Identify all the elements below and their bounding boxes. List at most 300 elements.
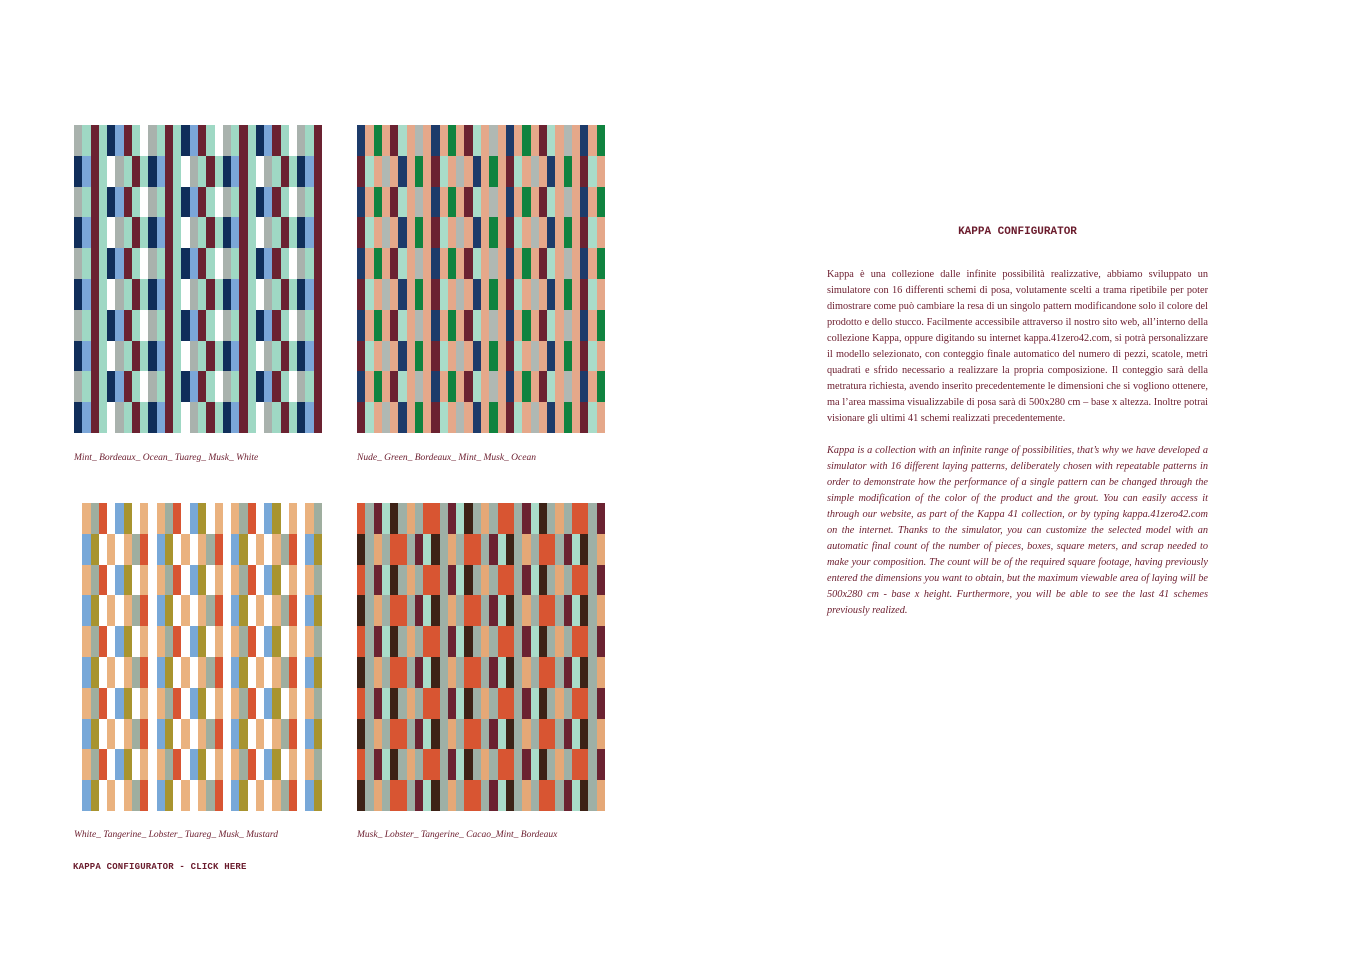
tile: [305, 248, 313, 279]
tile: [597, 125, 605, 156]
tile: [357, 402, 365, 433]
tile: [514, 719, 522, 750]
tile: [281, 156, 289, 187]
tile: [239, 125, 247, 156]
tile: [498, 503, 506, 534]
tile: [489, 657, 497, 688]
tile: [473, 156, 481, 187]
tile: [407, 279, 415, 310]
tile: [448, 626, 456, 657]
tile: [289, 156, 297, 187]
tile: [514, 187, 522, 218]
tile: [588, 248, 596, 279]
tile: [547, 626, 555, 657]
tile: [314, 371, 322, 402]
tile: [489, 279, 497, 310]
tile: [374, 402, 382, 433]
tile: [215, 187, 223, 218]
tile-column: [173, 503, 181, 811]
tile: [305, 310, 313, 341]
tile: [314, 217, 322, 248]
tile-column: [382, 125, 390, 433]
tile: [440, 341, 448, 372]
tile: [506, 780, 514, 811]
tile: [580, 248, 588, 279]
tile: [398, 125, 406, 156]
tile: [99, 688, 107, 719]
tile: [382, 534, 390, 565]
tile: [190, 217, 198, 248]
tile: [423, 156, 431, 187]
tile: [256, 780, 264, 811]
tile: [215, 371, 223, 402]
tile: [597, 626, 605, 657]
tile: [82, 217, 90, 248]
tile: [198, 503, 206, 534]
tile: [190, 125, 198, 156]
tile: [407, 688, 415, 719]
tile: [522, 565, 530, 596]
tile: [115, 310, 123, 341]
tile: [580, 780, 588, 811]
tile: [539, 371, 547, 402]
tile: [314, 503, 322, 534]
tile: [464, 217, 472, 248]
tile: [74, 310, 82, 341]
tile: [580, 534, 588, 565]
tile: [588, 371, 596, 402]
tile: [248, 657, 256, 688]
tile: [464, 534, 472, 565]
tile-column: [564, 503, 572, 811]
tile: [572, 749, 580, 780]
tile: [124, 534, 132, 565]
tile: [440, 371, 448, 402]
tile: [239, 248, 247, 279]
tile: [382, 719, 390, 750]
tile: [198, 371, 206, 402]
tile: [115, 371, 123, 402]
tile: [272, 657, 280, 688]
tile: [148, 565, 156, 596]
tile: [498, 402, 506, 433]
tile: [264, 310, 272, 341]
tile: [357, 688, 365, 719]
tile: [374, 125, 382, 156]
tile: [99, 657, 107, 688]
tile: [415, 341, 423, 372]
tile: [165, 402, 173, 433]
tile: [239, 310, 247, 341]
tile: [514, 402, 522, 433]
tile: [440, 248, 448, 279]
tile-column: [239, 503, 247, 811]
tile: [498, 248, 506, 279]
tile: [165, 156, 173, 187]
tile: [223, 719, 231, 750]
tile: [82, 749, 90, 780]
tile-column: [115, 125, 123, 433]
tile: [165, 657, 173, 688]
tile-column: [107, 503, 115, 811]
tile: [215, 719, 223, 750]
tile-column: [124, 125, 132, 433]
tile: [289, 657, 297, 688]
tile: [514, 310, 522, 341]
tile: [248, 402, 256, 433]
tile-column: [456, 503, 464, 811]
tile: [148, 248, 156, 279]
tile: [181, 595, 189, 626]
tile: [506, 248, 514, 279]
body-english: Kappa is a collection with an infinite range of possibilities, that’s why we have developed a simulator with 16 different laying patterns, deliberately chosen with repeatable patterns in order to demonstrate how the performance of a single pattern can be changed through the simple modification of the color of the product and the grout. You can easily access it through our website, as part of the Kappa 41 collection, or by typing kappa.41zero42.com on the internet. Thanks to the simulator, you can customize the selected model with an automatic final count of the number of pieces, boxes, square meters, and scrap needed to make your composition. The count will be of the required square footage, having previously entered the dimensions you want to obtain, but the maximum viewable area of laying will be 500x280 cm - base x height. Furthermore, you will be able to see the last 41 schemes previously realized.: [827, 445, 1208, 616]
tile: [531, 503, 539, 534]
tile: [531, 248, 539, 279]
tile: [281, 780, 289, 811]
tile: [440, 780, 448, 811]
tile: [547, 279, 555, 310]
tile: [464, 310, 472, 341]
tile: [74, 626, 82, 657]
tile-column: [382, 503, 390, 811]
tile: [588, 565, 596, 596]
tile: [374, 156, 382, 187]
tile-column: [223, 503, 231, 811]
tile-column: [572, 125, 580, 433]
tile: [597, 688, 605, 719]
body-italian: Kappa è una collezione dalle infinite possibilità realizzative, abbiamo sviluppato un simulatore con 16 differenti schemi di posa, volutamente scelti a trama ripetibile per poter dimostrare come può cambiare la resa di un singolo pattern modificandone solo il colore del prodotto e dello stucco. Facilmente accessibile attraverso il nostro sito web, all’interno della collezione Kappa, oppure digitando su internet kappa.41zero42.com, si potrà personalizzare il modello selezionato, con conteggio finale automatico del numero di pezzi, scatole, metri quadrati e sfrido necessario a realizzare la propria composizione. Il conteggio sarà della metratura richiesta, avendo inserito precedentemente le dimensioni che si vogliono ottenere, ma l’area massima visualizzabile di posa sarà di 500x280 cm – base x altezza. Inoltre potrai visionare gli ultimi 41 schemi realizzati precedentemente.: [827, 269, 1208, 424]
tile: [407, 534, 415, 565]
tile: [314, 780, 322, 811]
tile: [231, 657, 239, 688]
tile: [248, 279, 256, 310]
tile: [564, 187, 572, 218]
tile: [272, 503, 280, 534]
tile: [190, 279, 198, 310]
tile: [522, 657, 530, 688]
tile: [555, 125, 563, 156]
tile: [132, 248, 140, 279]
tile: [181, 310, 189, 341]
tile-column: [365, 125, 373, 433]
tile: [99, 749, 107, 780]
tile: [572, 780, 580, 811]
tile: [132, 595, 140, 626]
tile-column: [398, 125, 406, 433]
tile: [374, 341, 382, 372]
tile: [407, 402, 415, 433]
tile: [239, 279, 247, 310]
tile: [91, 279, 99, 310]
tile: [215, 534, 223, 565]
tile: [231, 279, 239, 310]
tile: [272, 156, 280, 187]
tile: [239, 626, 247, 657]
tile: [473, 217, 481, 248]
tile: [398, 371, 406, 402]
tile: [415, 657, 423, 688]
tile: [107, 719, 115, 750]
tile: [206, 657, 214, 688]
tile: [289, 310, 297, 341]
configurator-link[interactable]: KAPPA CONFIGURATOR - CLICK HERE: [73, 862, 247, 872]
tile: [297, 719, 305, 750]
tile-column: [132, 503, 140, 811]
tile: [107, 187, 115, 218]
tile: [223, 402, 231, 433]
tile: [456, 595, 464, 626]
tile: [572, 156, 580, 187]
tile: [440, 187, 448, 218]
tile-column: [74, 125, 82, 433]
tile: [215, 749, 223, 780]
tile: [206, 565, 214, 596]
tile: [91, 341, 99, 372]
tile-column: [440, 125, 448, 433]
tile: [157, 248, 165, 279]
tile: [357, 657, 365, 688]
tile: [423, 688, 431, 719]
tile: [256, 503, 264, 534]
tile: [223, 534, 231, 565]
tile-column: [74, 503, 82, 811]
tile: [140, 341, 148, 372]
tile: [264, 688, 272, 719]
tile: [148, 534, 156, 565]
tile: [415, 534, 423, 565]
tile: [390, 310, 398, 341]
tile: [157, 688, 165, 719]
tile: [198, 125, 206, 156]
tile: [289, 187, 297, 218]
tile: [448, 248, 456, 279]
tile: [256, 749, 264, 780]
tile: [289, 503, 297, 534]
tile: [547, 341, 555, 372]
section-title: KAPPA CONFIGURATOR: [958, 226, 1077, 238]
tile: [423, 187, 431, 218]
tile: [547, 156, 555, 187]
tile: [365, 595, 373, 626]
tile: [223, 310, 231, 341]
tile: [256, 565, 264, 596]
tile-column: [597, 503, 605, 811]
pattern-swatch-4: [357, 503, 605, 811]
tile-column: [91, 503, 99, 811]
tile: [390, 402, 398, 433]
tile: [580, 341, 588, 372]
tile: [99, 310, 107, 341]
tile-column: [198, 125, 206, 433]
tile: [165, 626, 173, 657]
tile: [448, 341, 456, 372]
tile: [107, 217, 115, 248]
tile: [588, 534, 596, 565]
tile: [305, 279, 313, 310]
tile: [140, 626, 148, 657]
tile: [107, 626, 115, 657]
tile: [82, 719, 90, 750]
tile: [124, 156, 132, 187]
tile: [74, 217, 82, 248]
tile: [115, 341, 123, 372]
tile: [374, 248, 382, 279]
tile: [572, 371, 580, 402]
tile: [272, 749, 280, 780]
tile: [215, 565, 223, 596]
tile: [489, 503, 497, 534]
tile: [555, 719, 563, 750]
tile: [165, 688, 173, 719]
tile: [597, 217, 605, 248]
tile: [198, 402, 206, 433]
tile: [239, 688, 247, 719]
tile-column: [531, 503, 539, 811]
tile: [431, 125, 439, 156]
tile: [99, 780, 107, 811]
tile: [181, 719, 189, 750]
tile: [140, 279, 148, 310]
tile: [206, 595, 214, 626]
tile: [297, 565, 305, 596]
tile: [464, 657, 472, 688]
tile: [357, 310, 365, 341]
tile: [456, 688, 464, 719]
tile: [215, 595, 223, 626]
tile: [423, 719, 431, 750]
tile: [415, 402, 423, 433]
tile: [547, 534, 555, 565]
tile: [223, 688, 231, 719]
tile: [264, 279, 272, 310]
tile: [157, 371, 165, 402]
tile-column: [173, 125, 181, 433]
tile: [99, 719, 107, 750]
tile: [91, 125, 99, 156]
tile: [407, 626, 415, 657]
tile: [115, 402, 123, 433]
tile: [382, 402, 390, 433]
tile: [181, 371, 189, 402]
tile: [124, 780, 132, 811]
tile: [464, 402, 472, 433]
tile: [506, 310, 514, 341]
tile: [407, 217, 415, 248]
tile: [506, 402, 514, 433]
tile: [148, 595, 156, 626]
tile: [506, 595, 514, 626]
tile: [157, 341, 165, 372]
tile-column: [124, 503, 132, 811]
tile: [248, 626, 256, 657]
tile: [272, 595, 280, 626]
tile: [223, 565, 231, 596]
tile: [448, 749, 456, 780]
tile: [580, 626, 588, 657]
tile: [281, 626, 289, 657]
tile: [522, 719, 530, 750]
tile: [281, 125, 289, 156]
tile: [374, 534, 382, 565]
tile: [115, 217, 123, 248]
tile: [464, 749, 472, 780]
tile: [390, 780, 398, 811]
tile: [456, 626, 464, 657]
tile: [289, 565, 297, 596]
tile: [415, 503, 423, 534]
tile: [256, 125, 264, 156]
tile: [382, 125, 390, 156]
tile: [522, 310, 530, 341]
tile: [305, 402, 313, 433]
tile: [173, 310, 181, 341]
tile: [357, 248, 365, 279]
tile: [223, 371, 231, 402]
tile: [597, 248, 605, 279]
tile: [281, 279, 289, 310]
tile: [190, 719, 198, 750]
tile: [539, 657, 547, 688]
tile: [555, 248, 563, 279]
tile: [157, 780, 165, 811]
tile: [481, 595, 489, 626]
tile: [464, 565, 472, 596]
tile-column: [547, 503, 555, 811]
tile: [223, 248, 231, 279]
tile: [223, 780, 231, 811]
tile: [248, 534, 256, 565]
tile: [256, 719, 264, 750]
pattern-caption-3: White_ Tangerine_ Lobster_ Tuareg_ Musk_ Mustard: [74, 830, 278, 840]
tile-column: [264, 503, 272, 811]
tile: [239, 565, 247, 596]
tile-column: [506, 503, 514, 811]
tile: [173, 187, 181, 218]
tile: [431, 595, 439, 626]
tile: [231, 402, 239, 433]
tile: [173, 279, 181, 310]
tile: [99, 503, 107, 534]
tile-column: [157, 503, 165, 811]
tile: [132, 310, 140, 341]
tile: [448, 279, 456, 310]
tile: [99, 156, 107, 187]
tile-column: [489, 125, 497, 433]
tile: [74, 719, 82, 750]
tile: [231, 719, 239, 750]
tile: [423, 371, 431, 402]
tile: [423, 125, 431, 156]
tile: [555, 780, 563, 811]
tile: [297, 341, 305, 372]
tile: [215, 626, 223, 657]
tile: [473, 565, 481, 596]
tile: [297, 310, 305, 341]
tile-column: [132, 125, 140, 433]
tile: [297, 402, 305, 433]
tile: [473, 279, 481, 310]
tile-column: [165, 125, 173, 433]
tile: [407, 187, 415, 218]
tile-column: [423, 125, 431, 433]
tile: [239, 657, 247, 688]
tile: [489, 565, 497, 596]
tile: [239, 217, 247, 248]
tile: [539, 217, 547, 248]
tile: [148, 156, 156, 187]
tile: [281, 371, 289, 402]
tile: [398, 248, 406, 279]
